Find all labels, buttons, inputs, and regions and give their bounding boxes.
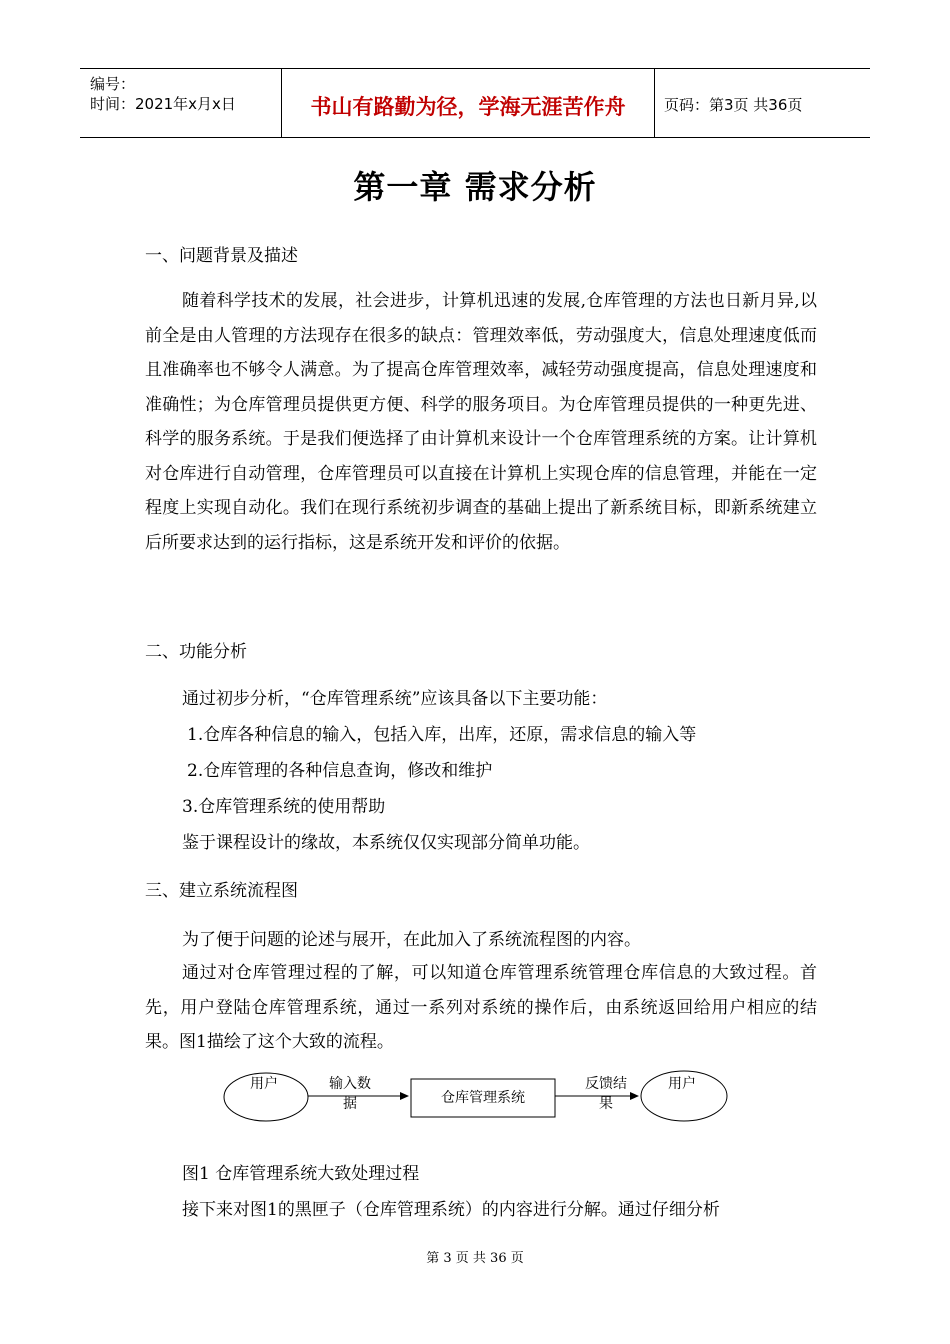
left-user-label: 用户 bbox=[250, 1076, 278, 1092]
section2-heading: 二、功能分析 bbox=[145, 642, 247, 662]
chapter-title: 第一章 需求分析 bbox=[353, 168, 597, 206]
section3-line1: 为了便于问题的论述与展开，在此加入了系统流程图的内容。 bbox=[182, 930, 641, 950]
time-label: 时间：2021年x月x日 bbox=[90, 95, 236, 113]
section1-heading: 一、问题背景及描述 bbox=[145, 246, 298, 266]
system-box-label: 仓库管理系统 bbox=[441, 1090, 525, 1106]
feedback-label-line2: 果 bbox=[599, 1096, 613, 1112]
page-footer: 第 3 页 共 36 页 bbox=[426, 1251, 524, 1266]
section3-last-line: 接下来对图1的黑匣子（仓库管理系统）的内容进行分解。通过仔细分析 bbox=[182, 1200, 720, 1220]
page-info: 页码：第3页 共36页 bbox=[664, 96, 803, 114]
input-label-line2: 据 bbox=[343, 1096, 357, 1112]
header-meta bbox=[80, 69, 281, 137]
section3-heading: 三、建立系统流程图 bbox=[145, 881, 298, 901]
input-label-line1: 输入数 bbox=[329, 1076, 371, 1092]
section1-paragraph: 随着科学技术的发展，社会进步，计算机迅速的发展,仓库管理的方法也日新月异,以前全是由人管理的方法现存在很多的缺点：管理效率低，劳动强度大，信息处理速度低而且准确率也不够令人满意。为了提高仓库管理效率，减轻劳动强度提高，信息处理速度和准确性；为仓库管理员提供更方便、科学的服务项目。为仓库管理员提供的一种更先进、科学的服务系统。于是我们便选择了由计算机来设计一个仓库管理系统的方案。让计算机对仓库进行自动管理，仓库管理员可以直接在计算机上实现仓库的信息管理，并能在一定程度上实现自动化。我们在现行系统初步调查的基础上提出了新系统目标，即新系统建立后所要求达到的运行指标，这是系统开发和评价的依据。 bbox=[145, 291, 817, 553]
section2-note: 鉴于课程设计的缘故，本系统仅仅实现部分简单功能。 bbox=[182, 833, 590, 853]
section2-intro: 通过初步分析，“仓库管理系统”应该具备以下主要功能： bbox=[182, 689, 608, 709]
function-item-3: 3.仓库管理系统的使用帮助 bbox=[182, 797, 386, 817]
section3-paragraph: 通过对仓库管理过程的了解，可以知道仓库管理系统管理仓库信息的大致过程。首先，用户登陆仓库管理系统，通过一系列对系统的操作后，由系统返回给用户相应的结果。图1描绘了这个大致的流程。 bbox=[145, 963, 817, 1052]
header-motto-cell bbox=[281, 69, 655, 137]
system-flow-diagram bbox=[222, 1068, 732, 1130]
motto: 书山有路勤为径，学海无涯苦作舟 bbox=[310, 95, 626, 119]
function-item-2: 2.仓库管理的各种信息查询，修改和维护 bbox=[187, 761, 493, 781]
right-user-label: 用户 bbox=[668, 1076, 696, 1092]
figure-caption: 图1 仓库管理系统大致处理过程 bbox=[182, 1164, 420, 1184]
page-header bbox=[80, 68, 870, 138]
function-item-1: 1.仓库各种信息的输入，包括入库，出库，还原，需求信息的输入等 bbox=[187, 725, 697, 745]
feedback-label-line1: 反馈结 bbox=[585, 1076, 627, 1092]
number-label: 编号： bbox=[90, 75, 136, 93]
header-page-cell bbox=[654, 69, 870, 137]
